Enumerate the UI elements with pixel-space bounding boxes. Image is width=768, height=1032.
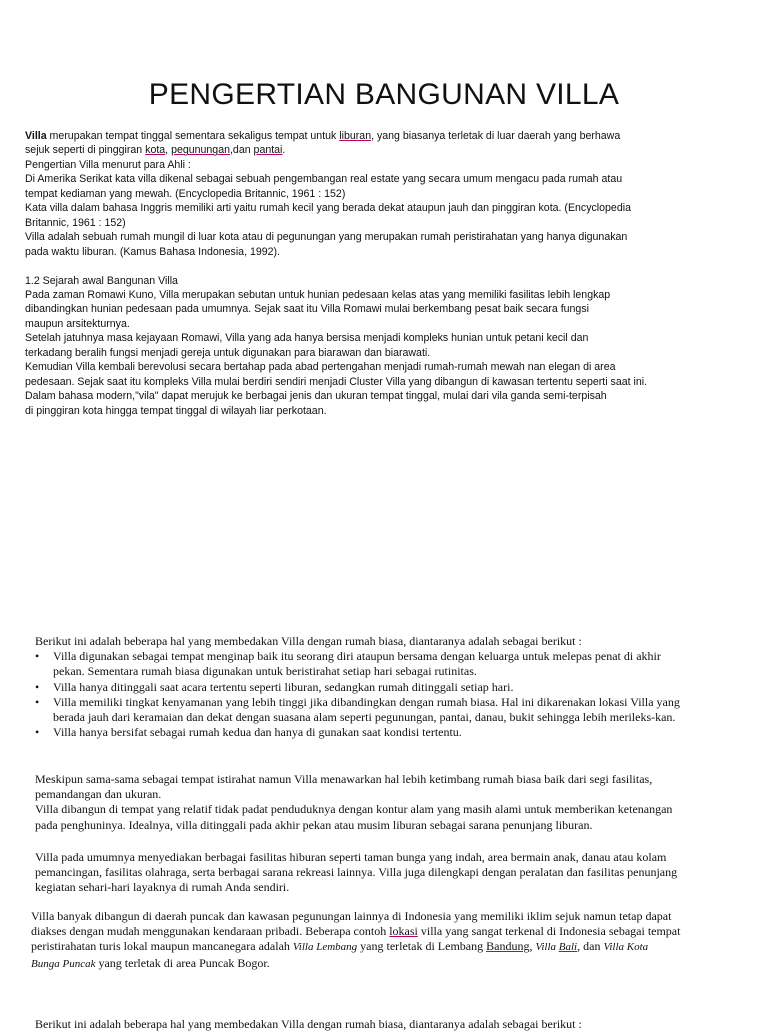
link-liburan[interactable]: liburan	[339, 130, 372, 142]
history-line: Kemudian Villa kembali berevolusi secara bertahap pada abad pertengahan menjadi rumah-rumah mewah nan elegan di area	[25, 361, 616, 374]
list-item-text: pekan. Sementara rumah biasa digunakan untuk beristirahat setiap hari sebagai rutinitas.	[53, 664, 477, 679]
bullet-icon: •	[35, 679, 40, 694]
comparison-line: pada penghuninya. Idealnya, villa ditinggali pada akhir pekan atau musim liburan sebagai sarana penunjang liburan.	[35, 817, 593, 832]
definition-line: Pengertian Villa menurut para Ahli :	[25, 158, 191, 171]
villa-kota-name: Villa Kota	[603, 941, 649, 954]
facilities-line: Villa pada umumnya menyediakan berbagai fasilitas hiburan seperti taman bunga yang indah, area bermain anak, danau atau kolam	[35, 850, 667, 864]
locations-text: Villa banyak dibangun di daerah puncak dan kawasan pegunungan lainnya di Indonesia yang memiliki iklim sejuk namun tetap dapat	[31, 909, 672, 923]
locations-text: ,	[529, 939, 536, 954]
comparison-line: Villa dibangun di tempat yang relatif tidak padat penduduknya dengan kontur alam yang masih alami untuk memberikan ketenangan	[35, 802, 673, 817]
bullet-icon: •	[35, 649, 40, 664]
villa-lembang-name: Villa Lembang	[292, 941, 358, 954]
definition-line: Di Amerika Serikat kata villa dikenal sebagai sebuah pengembangan real estate yang secara umum mengacu pada rumah atau	[25, 173, 623, 186]
bullet-icon: •	[35, 694, 40, 709]
history-line: dibandingkan hunian pedesaan pada umumnya. Sejak saat itu Villa Romawi mulai berkembang pesat baik secara fungsi	[25, 303, 589, 316]
definition-line: pada waktu liburan. (Kamus Bahasa Indonesia, 1992).	[25, 245, 281, 258]
list-item-text: Villa digunakan sebagai tempat menginap baik itu seorang diri ataupun bersama dengan keluarga untuk melepas penat di akhir	[53, 649, 661, 664]
bullet-icon: •	[35, 725, 40, 740]
intro-text: ,	[165, 144, 172, 157]
list-item-text: Villa memiliki tingkat kenyamanan yang lebih tinggi jika dibandingkan dengan rumah biasa. Hal ini dikarenakan lokasi Villa yang	[53, 694, 680, 709]
history-line: maupun arsitekturnya.	[25, 317, 130, 330]
differences-list	[35, 649, 735, 740]
definition-line: Britannic, 1961 : 152)	[25, 216, 126, 229]
history-line: Dalam bahasa modern,"vila" dapat merujuk ke berbagai jenis dan ukuran tempat tinggal, mulai dari vila ganda semi-terpisah	[25, 390, 607, 403]
differences-intro: Berikut ini adalah beberapa hal yang membedakan Villa dengan rumah biasa, diantaranya adalah sebagai berikut :	[35, 634, 582, 648]
repeated-intro-cutoff: Berikut ini adalah beberapa hal yang membedakan Villa dengan rumah biasa, diantaranya adalah sebagai berikut :	[35, 1017, 582, 1031]
villa-bali-name: Villa	[535, 941, 559, 954]
locations-text: villa yang sangat terkenal di Indonesia sebagai tempat	[417, 924, 681, 939]
history-line: di pinggiran kota hingga tempat tinggal di wilayah liar perkotaan.	[25, 404, 327, 417]
facilities-line: pemancingan, fasilitas olahraga, serta berbagai sarana rekreasi lainnya. Villa juga dilengkapi dengan peralatan dan fasilitas penunjang	[35, 865, 678, 880]
definition-line: Kata villa dalam bahasa Inggris memiliki arti yaitu rumah kecil yang berada dekat ataupun jauh dan pinggiran kota. (Encyclopedia	[25, 202, 631, 215]
link-kota[interactable]: kota	[145, 144, 166, 157]
intro-text: , yang biasanya terletak di luar daerah yang berhawa	[371, 130, 621, 142]
page-title: PENGERTIAN BANGUNAN VILLA	[148, 78, 620, 111]
list-item-text: Villa hanya bersifat sebagai rumah kedua dan hanya di gunakan saat kondisi tertentu.	[53, 725, 462, 740]
intro-text: .	[282, 144, 286, 157]
locations-text: , dan	[577, 939, 604, 954]
link-lokasi[interactable]: lokasi	[389, 924, 418, 939]
link-pantai[interactable]: pantai	[253, 144, 283, 157]
facilities-line: kegiatan sehari-hari layaknya di rumah Anda sendiri.	[35, 880, 290, 895]
intro-text: merupakan tempat tinggal sementara sekaligus tempat untuk	[46, 130, 340, 142]
history-line: pedesaan. Sejak saat itu kompleks Villa mulai berdiri sendiri menjadi Cluster Villa yang dibangun di kawasan tertentu seperti saat ini.	[25, 375, 648, 388]
history-line: Pada zaman Romawi Kuno, Villa merupakan sebutan untuk hunian pedesaan kelas atas yang memiliki fasilitas lebih lengkap	[25, 288, 611, 301]
villa-term: Villa	[25, 130, 47, 142]
facilities-section	[35, 850, 735, 896]
history-line: Setelah jatuhnya masa kejayaan Romawi, Villa yang ada hanya bersisa menjadi kompleks hunian untuk petani kecil dan	[25, 332, 589, 345]
definition-line: tempat kediaman yang mewah. (Encyclopedia Britannic, 1961 : 152)	[25, 187, 346, 200]
list-item	[35, 725, 735, 740]
definition-line: Villa adalah sebuah rumah mungil di luar kota atau di pegunungan yang merupakan rumah peristirahatan yang hanya digunakan	[25, 231, 628, 244]
spacer	[25, 259, 737, 273]
history-line: terkadang beralih fungsi menjadi gereja untuk digunakan para biarawan dan biarawati.	[25, 346, 431, 359]
intro-text: sejuk seperti di pinggiran	[25, 144, 146, 157]
list-item	[35, 695, 735, 725]
intro-text: ,dan	[229, 144, 254, 157]
link-pegunungan[interactable]: pegunungan	[171, 144, 230, 157]
comparison-line: pemandangan dan ukuran.	[35, 787, 162, 802]
comparison-line: Meskipun sama-sama sebagai tempat istirahat namun Villa menawarkan hal lebih ketimbang rumah biasa baik dari segi fasilitas,	[35, 772, 653, 786]
list-item	[35, 649, 735, 679]
differences-section	[35, 634, 735, 740]
locations-text: peristirahatan turis lokal maupun mancanegara adalah	[31, 939, 293, 954]
intro-section	[25, 129, 737, 418]
locations-text: yang terletak di area Puncak Bogor.	[95, 955, 270, 970]
locations-paragraph	[31, 909, 731, 972]
intro-paragraph	[25, 129, 737, 158]
bunga-puncak-name: Bunga Puncak	[31, 957, 96, 970]
list-item-text: Villa hanya ditinggali saat acara tertentu seperti liburan, sedangkan rumah ditinggali setiap hari.	[53, 679, 514, 694]
link-bali[interactable]: Bali	[558, 941, 578, 954]
history-heading: 1.2 Sejarah awal Bangunan Villa	[25, 274, 178, 287]
comparison-section	[35, 772, 735, 833]
link-bandung[interactable]: Bandung	[486, 939, 530, 954]
locations-section	[31, 909, 731, 972]
list-item	[35, 680, 735, 695]
locations-text: diakses dengan mudah menggunakan kendaraan pribadi. Beberapa contoh	[31, 924, 390, 939]
list-item-text: berada jauh dari keramaian dan dekat dengan suasana alam seperti pegunungan, pantai, danau, bukit sehingga lebih merileks-kan.	[53, 710, 676, 725]
locations-text: yang terletak di Lembang	[357, 939, 487, 954]
